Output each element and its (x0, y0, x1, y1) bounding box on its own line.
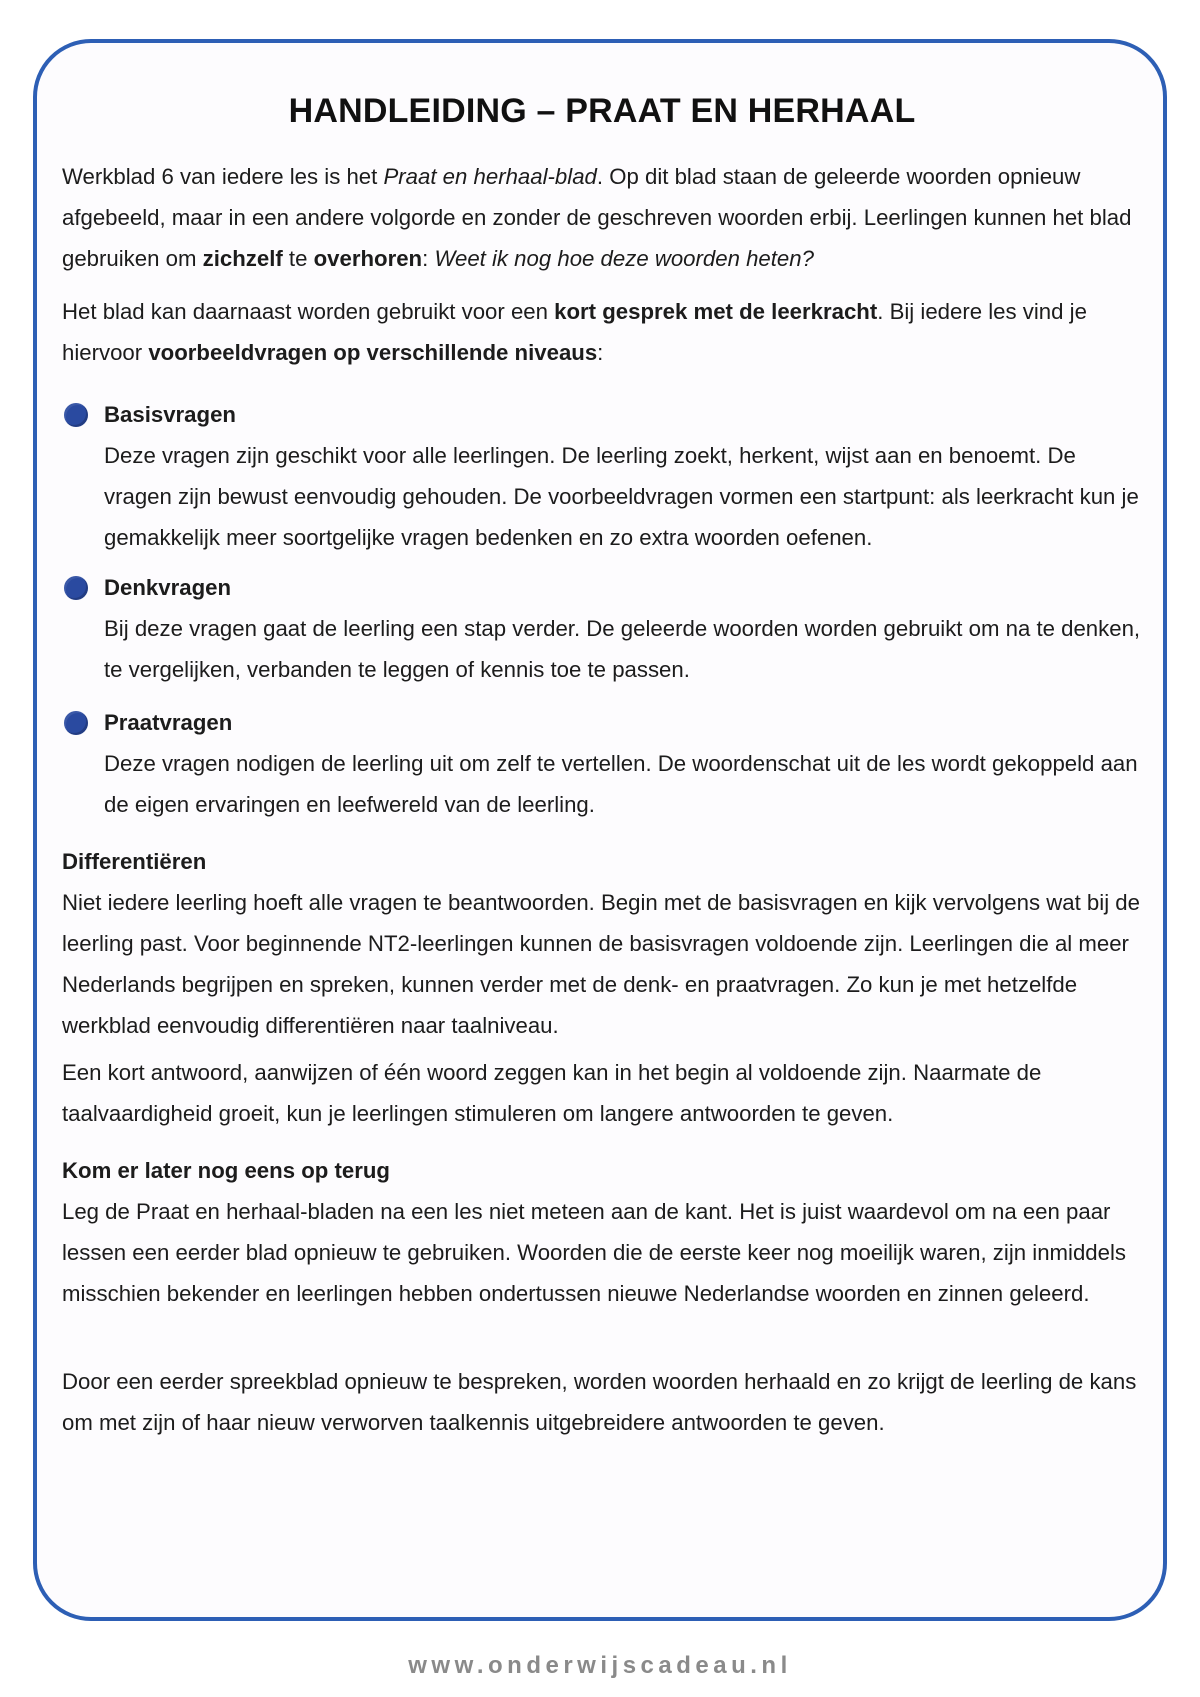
text: Werkblad 6 van iedere les is het (62, 164, 384, 189)
section-paragraph: Een kort antwoord, aanwijzen of één woord zeggen kan in het begin al voldoende zijn. Naarmate de taalvaardigheid groeit, kun je leerlingen stimuleren om langere antwoorden te geven. (62, 1060, 1042, 1126)
section-paragraph: Niet iedere leerling hoeft alle vragen te beantwoorden. Begin met de basisvragen en kijk vervolgens wat bij de leerling past. Voor beginnende NT2-leerlingen kunnen de basisvragen voldoende zijn. Leerlingen die al meer Nederlands begrijpen en spreken, kunnen verder met de denk- en praatvragen. Zo kun je met hetzelfde werkblad eenvoudig differentiëren naar taalniveau. (62, 890, 1140, 1038)
bullet-text: Deze vragen zijn geschikt voor alle leerlingen. De leerling zoekt, herkent, wijst aan en benoemt. De vragen zijn bewust eenvoudig gehouden. De voorbeeldvragen vormen een startpunt: als leerkracht kun je gemakkelijk meer soortgelijke vragen bedenken en zo extra woorden oefenen. (104, 443, 1139, 550)
text-italic: Weet ik nog hoe deze woorden heten? (434, 246, 814, 271)
bullet-text: Deze vragen nodigen de leerling uit om zelf te vertellen. De woordenschat uit de les wordt gekoppeld aan de eigen ervaringen en leefwereld van de leerling. (104, 751, 1138, 817)
section-differentieren (62, 841, 1142, 1046)
text: : (597, 340, 604, 365)
section-paragraph: Leg de Praat en herhaal-bladen na een les niet meteen aan de kant. Het is juist waardevol om na een paar lessen een eerder blad opnieuw te gebruiken. Woorden die de eerste keer nog moeilijk waren, zijn inmiddels misschien bekender en leerlingen hebben ondertussen nieuwe Nederlandse woorden en zinnen geleerd. (62, 1199, 1126, 1306)
text-italic: Praat en herhaal-blad (383, 164, 597, 189)
text: te (282, 246, 314, 271)
footer-url: www.onderwijscadeau.nl (408, 1652, 792, 1679)
bullet-title: Praatvragen (104, 710, 233, 735)
page-title: HANDLEIDING – PRAAT EN HERHAAL (288, 92, 916, 130)
section-terugkomen (62, 1150, 1142, 1314)
text: . Bij iedere les vind je hiervoor (62, 299, 1087, 365)
section-terugkomen-paragraph-2 (62, 1361, 1142, 1443)
intro-paragraph-2 (62, 291, 1142, 373)
bullet-dot-icon (64, 576, 88, 600)
bullet-title: Basisvragen (104, 402, 236, 427)
section-differentieren-paragraph-2 (62, 1052, 1142, 1134)
section-heading: Kom er later nog eens op terug (62, 1158, 390, 1183)
intro-paragraph-1 (62, 156, 1142, 279)
text-bold: overhoren (313, 246, 423, 271)
section-heading: Differentiëren (62, 849, 207, 874)
text: Het blad kan daarnaast worden gebruikt voor een (62, 299, 555, 324)
text-bold: voorbeeldvragen op verschillende niveaus (148, 340, 598, 365)
bullet-title: Denkvragen (104, 575, 232, 600)
text: : (422, 246, 435, 271)
text: . Op dit blad staan de geleerde woorden opnieuw afgebeeld, maar in een andere volgorde en zonder de geschreven woorden erbij. Leerlingen kunnen het blad gebruiken om (62, 164, 1132, 271)
bullet-dot-icon (64, 403, 88, 427)
bullet-dot-icon (64, 711, 88, 735)
text-bold: zichzelf (202, 246, 283, 271)
text-bold: kort gesprek met de leerkracht (554, 299, 878, 324)
section-paragraph: Door een eerder spreekblad opnieuw te bespreken, worden woorden herhaald en zo krijgt de leerling de kans om met zijn of haar nieuw verworven taalkennis uitgebreidere antwoorden te geven. (62, 1369, 1137, 1435)
bullet-text: Bij deze vragen gaat de leerling een stap verder. De geleerde woorden worden gebruikt om na te denken, te vergelijken, verbanden te leggen of kennis toe te passen. (104, 616, 1141, 682)
